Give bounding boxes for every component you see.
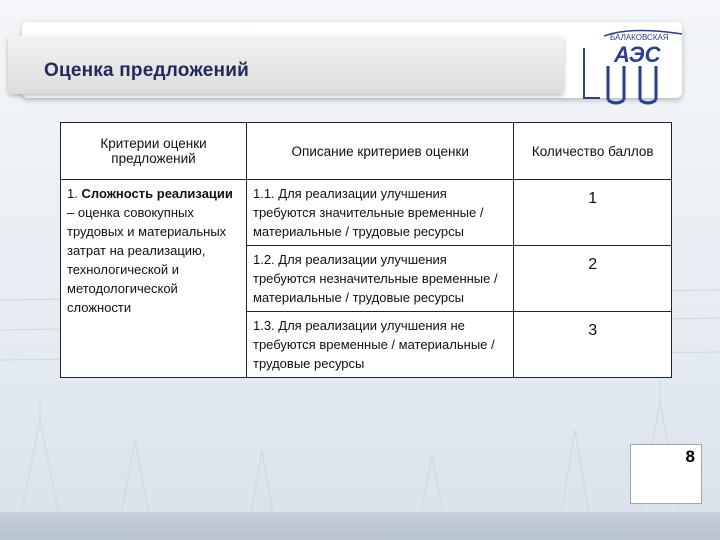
criterion-text: – оценка совокупных трудовых и материальных затрат на реализацию, технологической и методологической сложности	[67, 205, 227, 315]
criterion-cell	[61, 180, 247, 378]
criteria-table	[60, 122, 672, 378]
score-cell: 2	[514, 246, 672, 312]
logo-caption: БАЛАКОВСКАЯ	[610, 33, 669, 42]
score-cell: 3	[514, 312, 672, 378]
header-description: Описание критериев оценки	[246, 123, 513, 180]
table-row	[61, 180, 672, 246]
score-cell: 1	[514, 180, 672, 246]
header-criteria: Критерии оценки предложений	[61, 123, 247, 180]
page-number: 8	[630, 444, 702, 504]
description-cell: 1.3. Для реализации улучшения не требуются временные / материальные / трудовые ресурсы	[246, 312, 513, 378]
page-title: Оценка предложений	[44, 60, 249, 81]
logo	[578, 26, 686, 106]
header-score: Количество баллов	[514, 123, 672, 180]
criterion-prefix: 1.	[67, 186, 82, 201]
footer-band	[0, 512, 720, 540]
table-header-row	[61, 123, 672, 180]
logo-mark: АЭС	[614, 42, 661, 67]
criterion-name: Сложность реализации	[81, 186, 233, 201]
description-cell: 1.2. Для реализации улучшения требуются незначительные временные / материальные / трудовые ресурсы	[246, 246, 513, 312]
description-cell: 1.1. Для реализации улучшения требуются значительные временные / материальные / трудовые ресурсы	[246, 180, 513, 246]
